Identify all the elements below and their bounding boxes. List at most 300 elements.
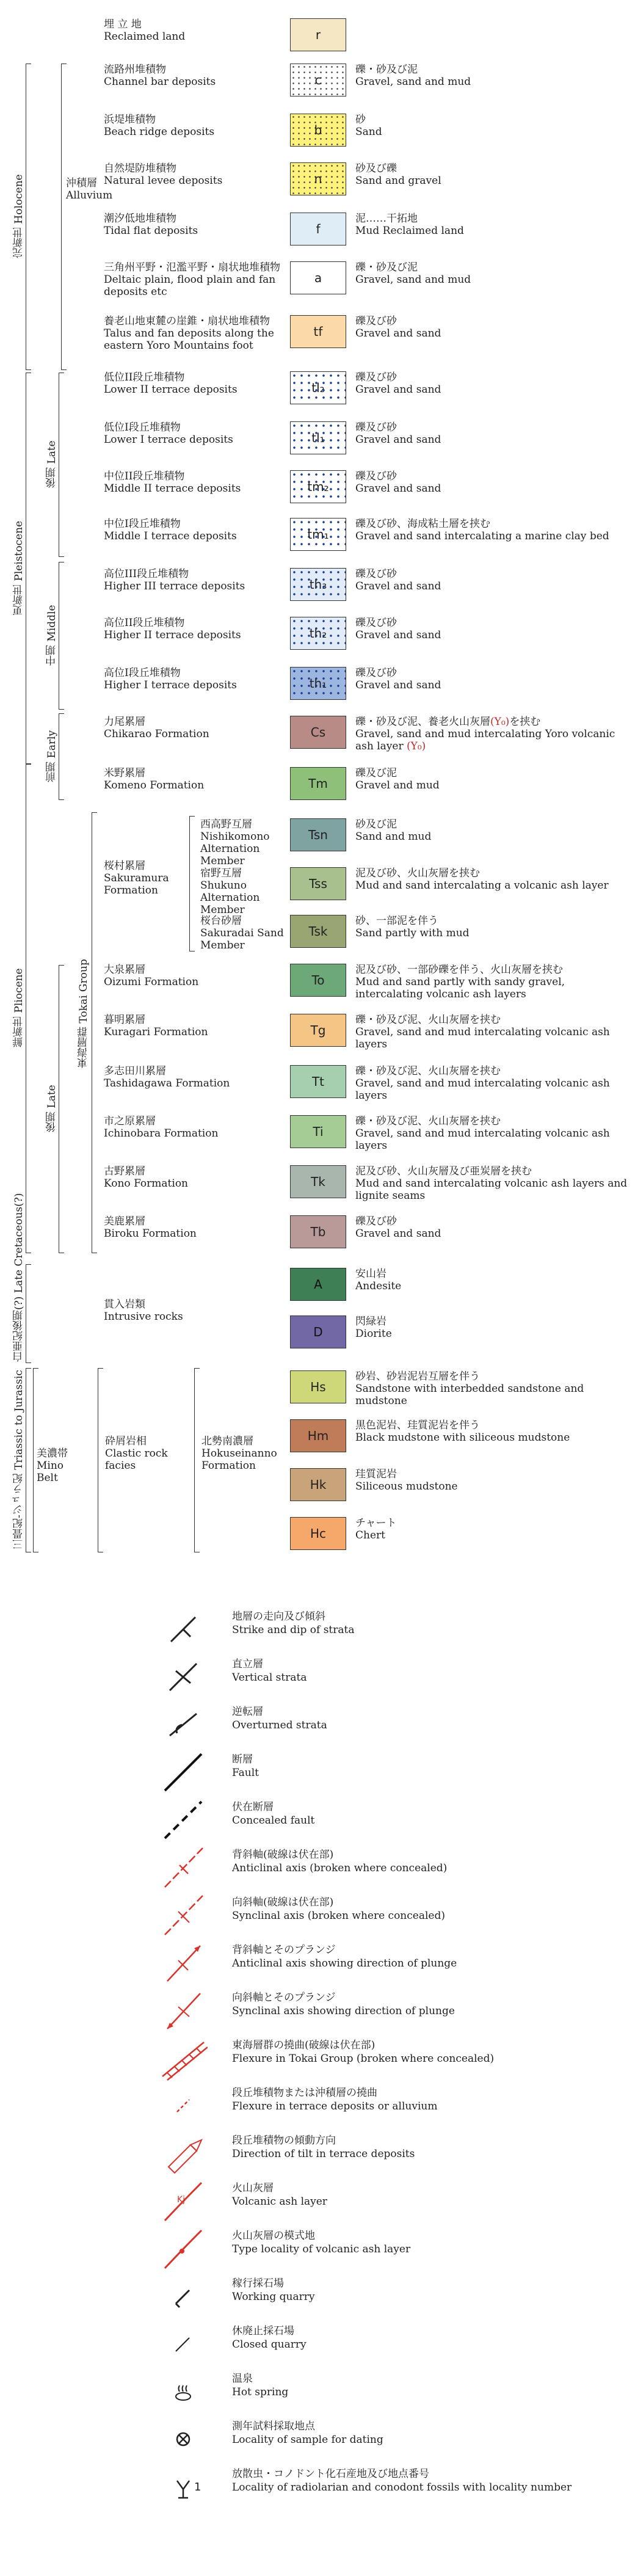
unit-name [104,470,281,495]
unit-name [200,818,292,867]
unit-name [104,1165,281,1190]
unit-name-en: Beach ridge deposits [104,126,215,138]
unit-name [104,315,281,352]
unit-desc-en: Gravel and sand [355,434,441,446]
unit-symbol: D [313,1325,323,1339]
unit-description [355,1165,630,1202]
unit-desc-en: Chert [355,1529,385,1541]
unit-symbol: c [314,73,322,87]
unit-symbol: Hm [307,1428,329,1443]
legend-text [232,2181,327,2208]
unit-description [355,1370,630,1407]
unit-swatch [290,213,346,246]
unit-description [355,867,630,892]
unit-desc-ja: 礫・砂及び泥、火山灰層を挟む [355,1014,501,1026]
unit-symbol: Tg [310,1023,326,1038]
unit-symbol: Hc [310,1526,327,1541]
unit-desc-ja: 砂及び泥 [355,818,397,831]
unit-name-en: Talus and fan deposits along the eastern Yoro Mountains foot [104,327,274,352]
legend-text-ja: 直立層 [232,1658,263,1670]
unit-desc-ja: 礫及び砂 [355,470,397,482]
legend-text-en: Flexure in terrace deposits or alluvium [232,2100,438,2112]
unit-desc-en: Mud and sand partly with sandy gravel, intercalating volcanic ash layers [355,976,565,1000]
unit-name [200,867,292,916]
legend-item [159,2367,623,2422]
unit-name-ja: 古野累層 [104,1165,145,1177]
unit-symbol: Hs [310,1380,326,1394]
unit-name [104,767,281,791]
unit-name-ja: 中位II段丘堆積物 [104,470,185,482]
unit-desc-ja: チャート [355,1517,397,1529]
unit-symbol: th₂ [309,626,327,641]
unit-symbol: r [315,27,321,42]
unit-desc-ja: 礫及び砂 [355,371,397,384]
legend-text [232,1800,314,1827]
pliocene-label: 鮮新世 Pliocene [13,968,25,1047]
dating-sample-icon [159,2415,208,2464]
unit-desc-ja: 礫・砂及び泥、火山灰層を挟む [355,1115,501,1127]
hokuseinanno-label: 北勢南濃層 Hokuseinanno Formation [201,1435,277,1472]
unit-name-en: Middle I terrace deposits [104,530,237,542]
unit-desc-ja: 礫・砂及び泥 [355,261,418,274]
alluvium-label: 沖積層 Alluvium [66,177,113,202]
intrusive-label: 貫入岩類 Intrusive rocks [104,1298,183,1323]
unit-name [104,421,281,446]
unit-name-en: Nishikomono Alternation Member [200,831,270,867]
unit-name-ja: 高位I段丘堆積物 [104,667,181,679]
unit-desc-en: Gravel, sand and mud intercalating Yoro volcanic ash layer (Y₀) [355,728,615,752]
unit-description [355,716,630,752]
unit-name-en: Kono Formation [104,1177,189,1190]
unit-description [355,915,630,939]
unit-swatch [290,915,346,948]
unit-swatch [290,470,346,503]
legend-text-ja: 火山灰層 [232,2182,274,2194]
unit-name-ja: 多志田川累層 [104,1065,166,1077]
pliocene-bracket [26,763,31,1253]
legend-text [232,1943,457,1970]
unit-swatch [290,1517,346,1550]
unit-name-ja: 桜台砂層 [200,915,242,927]
unit-description [355,421,630,446]
alluvium-bracket [61,64,67,370]
unit-name-en: Higher II terrace deposits [104,629,241,641]
legend-text-ja: 伏在断層 [232,1801,274,1813]
unit-name-en: Tidal flat deposits [104,225,198,237]
unit-desc-en: Gravel, sand and mud intercalating volcanic ash layers [355,1127,610,1152]
unit-swatch [290,1215,346,1248]
legend-text-en: Overturned strata [232,1719,327,1731]
legend-item [159,2272,623,2327]
legend-text [232,2086,438,2113]
unit-name-ja: 中位I段丘堆積物 [104,518,181,530]
unit-desc-ja: 礫・砂及び泥、養老火山灰層(Y₀)を挟む [355,716,541,728]
unit-desc-ja: 泥及び砂、火山灰層及び亜炭層を挟む [355,1165,532,1177]
anticline-icon [159,1843,208,1892]
unit-name [104,617,281,641]
unit-symbol: Tsn [308,828,328,842]
vertical-strata-icon [159,1653,208,1701]
unit-desc-en: Gravel and sand [355,1228,441,1240]
unit-description [355,1517,630,1541]
syncline-icon [159,1891,208,1940]
late-pliocene-bracket [59,965,64,1253]
unit-name-en: Channel bar deposits [104,76,216,88]
unit-description [355,518,630,542]
unit-name [104,371,281,396]
unit-description [355,371,630,396]
unit-swatch [290,371,346,404]
unit-desc-en: Black mudstone with siliceous mudstone [355,1432,570,1444]
pleistocene-bracket [26,373,31,765]
unit-symbol: th₃ [309,577,327,592]
unit-symbol: tm₂ [307,479,329,494]
legend-item [159,1605,623,1660]
unit-desc-en: Gravel and sand [355,580,441,592]
unit-name-en: Chikarao Formation [104,728,209,740]
unit-name [104,1115,281,1140]
unit-desc-ja: 泥及び砂、一部砂礫を伴う、火山灰層を挟む [355,964,563,976]
legend-text-en: Anticlinal axis (broken where concealed) [232,1862,448,1874]
legend-item [159,2129,623,2184]
unit-desc-ja: 礫及び砂 [355,315,397,327]
unit-desc-ja: 安山岩 [355,1268,386,1280]
working-quarry-icon [159,2272,208,2321]
unit-name [104,1065,281,1090]
legend-text-en: Synclinal axis showing direction of plunge [232,2005,455,2017]
unit-swatch [290,1115,346,1148]
unit-name-en: Tashidagawa Formation [104,1077,230,1090]
unit-name [104,1014,281,1038]
unit-desc-en: Gravel and sand [355,327,441,340]
unit-description [355,1315,630,1340]
unit-description [355,1115,630,1152]
unit-name-en: Reclaimed land [104,31,186,43]
unit-desc-ja: 黒色泥岩、珪質泥岩を伴う [355,1419,480,1432]
unit-name [104,114,281,138]
unit-swatch [290,767,346,800]
unit-name-en: Higher I terrace deposits [104,679,237,691]
unit-symbol: a [314,271,322,285]
unit-symbol: tm₁ [307,527,329,542]
pleistocene-label: 更新世 Pleistocene [13,520,25,616]
unit-description [355,1468,630,1493]
unit-name [104,64,281,88]
unit-symbol: tl₂ [311,380,325,395]
unit-desc-en: Sand [355,126,382,138]
unit-description [355,1065,630,1102]
tokai-group-bracket [92,812,97,1253]
unit-description [355,667,630,691]
unit-desc-en: Mud Reclaimed land [355,225,464,237]
unit-name [104,162,281,187]
unit-name [200,915,292,951]
legend-text-ja: 段丘堆積物または沖積層の撓曲 [232,2087,377,2099]
unit-desc-en: Gravel and sand [355,629,441,641]
legend-text-en: Volcanic ash layer [232,2196,327,2208]
unit-name-ja: 浜堤堆積物 [104,114,156,126]
legend-text [232,2134,415,2161]
legend-text-ja: 背斜軸(破線は伏在部) [232,1849,334,1861]
unit-swatch [290,114,346,147]
unit-desc-ja: 泥……干拓地 [355,213,418,225]
triassic-label: 三畳紀-ジュラ紀 Triassic to Jurassic [13,1370,25,1549]
unit-description [355,568,630,592]
unit-desc-en: Mud and sand intercalating a volcanic ash layer [355,879,609,892]
sakuramura-label: 桜村累層 Sakuramura Formation [104,860,169,897]
legend-text-ja: 休廃止採石場 [232,2325,294,2337]
unit-description [355,64,630,88]
legend-text-en: Concealed fault [232,1814,315,1827]
unit-desc-ja: 閃緑岩 [355,1315,386,1328]
unit-description [355,315,630,340]
unit-name-en: Middle II terrace deposits [104,482,241,495]
sakuramura-bracket [189,816,195,951]
unit-desc-ja: 泥及び砂、火山灰層を挟む [355,867,480,879]
unit-swatch [290,1468,346,1501]
unit-desc-ja: 砂岩、砂岩泥岩互層を伴う [355,1370,480,1383]
legend-text-ja: 火山灰層の模式地 [232,2230,315,2242]
unit-symbol: Ti [313,1124,324,1139]
unit-desc-en: Andesite [355,1280,402,1292]
unit-desc-en: Sandstone with interbedded sandstone and mudstone [355,1383,584,1407]
legend-text-ja: 段丘堆積物の傾動方向 [232,2134,336,2147]
ash-type-locality-icon [159,2224,208,2273]
legend-item [159,1700,623,1755]
unit-description [355,818,630,843]
unit-swatch [290,64,346,96]
legend-item [159,1843,623,1898]
legend-text-en: Flexure in Tokai Group (broken where concealed) [232,2053,495,2065]
unit-swatch [290,568,346,601]
legend-text-en: Locality of radiolarian and conodont fossils with locality number [232,2481,572,2494]
unit-name-en: Komeno Formation [104,779,205,791]
unit-desc-ja: 礫・砂及び泥、火山灰層を挟む [355,1065,501,1077]
late-pliocene-label: 後期 Late [46,1085,58,1132]
legend-text-ja: 温泉 [232,2373,253,2385]
unit-swatch [290,1065,346,1098]
unit-name [104,18,281,43]
unit-swatch [290,518,346,551]
legend-text-en: Fault [232,1767,259,1779]
unit-symbol: tl₁ [311,431,325,445]
flexure-tokai-icon [159,2034,208,2083]
legend-text-en: Working quarry [232,2291,315,2303]
locality-number: 1 [194,2481,201,2494]
legend-text [232,1705,327,1732]
legend-text [232,2039,494,2065]
unit-symbol: To [311,973,325,988]
unit-description [355,213,630,237]
unit-desc-ja: 礫及び泥 [355,767,397,779]
unit-desc-en: Sand partly with mud [355,927,470,939]
unit-name [104,518,281,542]
unit-name [104,1215,281,1240]
legend-text [232,2467,572,2494]
legend-text [232,1896,445,1923]
legend-text [232,2277,314,2304]
tilt-direction-icon [159,2129,208,2178]
unit-swatch [290,1419,346,1452]
early-pleistocene-label: 前期 Early [46,730,58,782]
unit-description [355,767,630,791]
legend-text-ja: 背斜軸とそのプランジ [232,1944,336,1956]
unit-name-ja: 暮明累層 [104,1014,145,1026]
unit-desc-en: Sand and mud [355,831,432,843]
unit-name-en: Oizumi Formation [104,976,199,988]
unit-name-en: Natural levee deposits [104,175,223,187]
unit-swatch [290,964,346,997]
unit-desc-en: Gravel and sand [355,679,441,691]
legend-text-ja: 断層 [232,1753,253,1766]
unit-name [104,261,281,298]
unit-symbol: n [314,172,322,186]
legend-text-en: Anticlinal axis showing direction of plunge [232,1957,457,1970]
unit-description [355,1215,630,1240]
unit-description [355,617,630,641]
legend-text-ja: 東海層群の撓曲(破線は伏在部) [232,2039,376,2051]
unit-name-ja: 高位II段丘堆積物 [104,617,185,629]
unit-name-en: Deltaic plain, flood plain and fan deposits etc [104,274,276,298]
unit-desc-en: Gravel and sand [355,482,441,495]
late-pleistocene-bracket [59,373,64,557]
legend-text [232,2372,288,2399]
unit-desc-ja: 礫・砂及び泥 [355,64,418,76]
legend-item [159,2224,623,2279]
unit-swatch [290,818,346,851]
legend-text-en: Closed quarry [232,2338,307,2351]
legend-item [159,2462,623,2517]
unit-desc-ja: 砂、一部泥を伴う [355,915,438,927]
unit-name-en: Lower II terrace deposits [104,384,238,396]
unit-desc-en: Gravel, sand and mud intercalating volcanic ash layers [355,1077,610,1102]
unit-desc-ja: 礫及び砂 [355,1215,397,1228]
unit-swatch [290,867,346,900]
cretaceous-bracket [26,1264,31,1363]
unit-description [355,261,630,286]
unit-desc-en: Mud and sand intercalating volcanic ash layers and lignite seams [355,1177,628,1202]
unit-name-ja: 流路州堆積物 [104,64,166,76]
legend-text-ja: 稼行採石場 [232,2277,284,2290]
late-pleistocene-label: 後期 Late [46,440,58,488]
unit-name-ja: 三角州平野・氾濫平野・扇状地堆積物 [104,261,280,274]
legend-text-en: Direction of tilt in terrace deposits [232,2148,415,2160]
unit-swatch [290,667,346,700]
unit-desc-ja: 礫及び砂 [355,667,397,679]
legend-text-en: Synclinal axis (broken where concealed) [232,1910,445,1922]
unit-swatch [290,1370,346,1403]
unit-desc-en: Sand and gravel [355,175,441,187]
legend-item [159,2034,623,2089]
unit-desc-en: Siliceous mudstone [355,1480,458,1493]
unit-name-ja: 低位I段丘堆積物 [104,421,181,434]
legend-item [159,1653,623,1708]
holocene-label: 完新世 Holocene [13,174,25,258]
unit-name-en: Higher III terrace deposits [104,580,245,592]
unit-name [104,964,281,988]
mino-belt-bracket [33,1368,38,1552]
triassic-bracket [26,1368,31,1552]
legend-item [159,2415,623,2470]
unit-symbol: Hk [310,1477,327,1492]
unit-name-ja: 埋 立 地 [104,18,142,31]
mino-belt-label: 美濃帯 Mino Belt [37,1447,68,1484]
unit-desc-ja: 礫及び砂 [355,617,397,629]
unit-swatch [290,1268,346,1301]
unit-name-ja: 力尾累層 [104,716,145,728]
unit-symbol: b [314,123,322,137]
unit-description [355,470,630,495]
holocene-bracket [26,64,31,370]
unit-swatch [290,1014,346,1047]
unit-name-ja: 低位II段丘堆積物 [104,371,185,384]
unit-desc-en: Gravel, sand and mud [355,76,471,88]
flexure-terrace-icon [159,2081,208,2130]
hot-spring-icon [159,2367,208,2416]
unit-symbol: f [316,222,321,236]
unit-description [355,1268,630,1292]
unit-description [355,964,630,1000]
unit-desc-ja: 砂及び礫 [355,162,397,175]
hokuseinanno-bracket [194,1368,200,1552]
unit-desc-en: Gravel and sand [355,384,441,396]
unit-desc-ja: 砂 [355,114,366,126]
legend-text-en: Hot spring [232,2386,289,2398]
unit-symbol: th₁ [309,676,327,691]
legend-item [159,1796,623,1850]
ash-layer-icon [159,2177,208,2225]
syncline-plunge-icon [159,1986,208,2035]
unit-name-ja: 大泉累層 [104,964,145,976]
anticline-plunge-icon [159,1938,208,1987]
unit-desc-en: Diorite [355,1328,392,1340]
middle-pleistocene-bracket [59,562,64,710]
legend-text [232,1610,355,1637]
unit-desc-en: Gravel, sand and mud intercalating volcanic ash layers [355,1026,610,1050]
legend-item [159,1748,623,1803]
unit-swatch [290,1165,346,1198]
unit-swatch [290,716,346,749]
concealed-fault-icon [159,1796,208,1844]
unit-swatch [290,315,346,348]
unit-desc-ja: 珪質泥岩 [355,1468,397,1480]
unit-name-en: Lower I terrace deposits [104,434,233,446]
strike-dip-icon [159,1605,208,1654]
unit-name-en: Kuragari Formation [104,1026,208,1038]
closed-quarry-icon [159,2319,208,2368]
unit-name-ja: 美鹿累層 [104,1215,145,1228]
unit-name-ja: 市之原累層 [104,1115,156,1127]
legend-text-ja: 測年試料採取地点 [232,2420,315,2432]
unit-name [104,213,281,237]
unit-name-en: Shukuno Alternation Member [200,879,260,916]
unit-symbol: Tm [308,776,328,791]
unit-desc-en: Gravel and sand intercalating a marine clay bed [355,530,609,542]
unit-symbol: Tss [309,876,327,891]
legend-item [159,1938,623,1993]
unit-symbol: Cs [310,725,326,740]
unit-description [355,114,630,138]
legend-text [232,1848,447,1875]
unit-symbol: Tb [310,1224,326,1239]
middle-pleistocene-label: 中期 Middle [46,605,58,666]
legend-item [159,1986,623,2041]
legend-text [232,2324,307,2351]
unit-symbol: A [314,1277,322,1292]
unit-description [355,1419,630,1444]
unit-swatch [290,18,346,51]
legend-item [159,1891,623,1946]
